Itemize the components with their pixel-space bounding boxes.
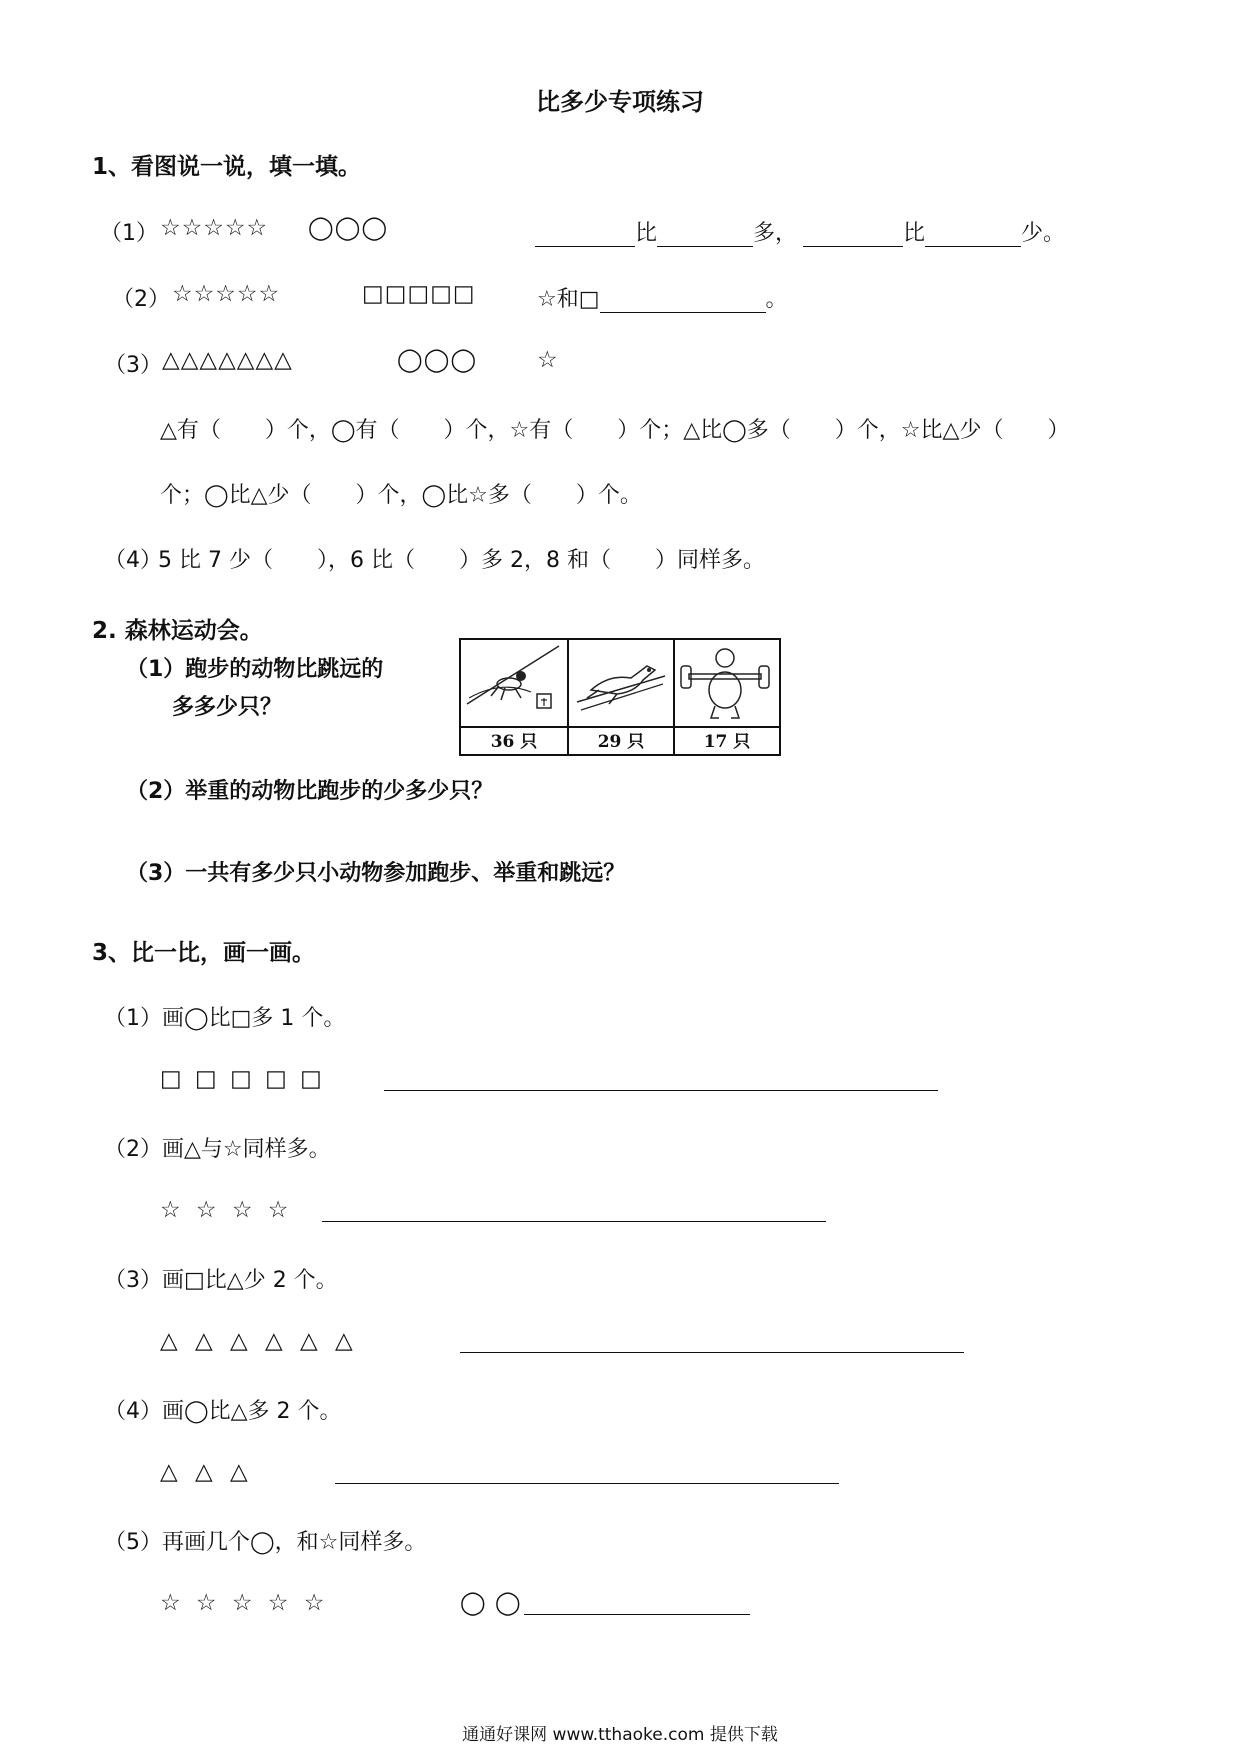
q3-2-draw-line[interactable] [322, 1221, 826, 1222]
q3-1-draw-line[interactable] [384, 1090, 938, 1091]
weightlifting-picture [675, 640, 779, 726]
q1-2-stars: ☆☆☆☆☆ [172, 281, 281, 307]
q1-3-label: （3） [104, 353, 162, 378]
q2-1-line1: （1）跑步的动物比跳远的 [126, 657, 384, 682]
word-bi: 比 [903, 221, 926, 246]
q3-3-draw-line[interactable] [460, 1352, 964, 1353]
q1-1-stars: ☆☆☆☆☆ [160, 215, 269, 241]
section-1-heading: 1、看图说一说，填一填。 [92, 154, 362, 180]
count-running: 29 只 [569, 726, 675, 756]
long-jump-picture [461, 640, 569, 726]
q1-1-blanks [535, 216, 1065, 247]
q1-3-circles: ◯◯◯ [397, 347, 478, 373]
q1-4-label: （4） [104, 548, 162, 573]
q1-3-line1: △有（ ）个，◯有（ ）个，☆有（ ）个；△比◯多（ ）个，☆比△少（ ） [160, 418, 1070, 443]
word-shao: 少。 [1021, 221, 1066, 246]
footer-text: 通通好课网 www.tthaoke.com 提供下载 [462, 1725, 778, 1745]
weightlifting-animal-icon [675, 640, 775, 724]
q3-5-text: （5）再画几个◯，和☆同样多。 [104, 1530, 427, 1555]
q3-1-text: （1）画◯比□多 1 个。 [104, 1006, 346, 1031]
q1-3-triangles: △△△△△△△ [162, 347, 293, 373]
answer-blank[interactable] [535, 224, 635, 247]
q1-1-circles: ◯◯◯ [308, 215, 389, 241]
q3-4-shapes: △ △ △ [160, 1459, 249, 1485]
q3-3-text: （3）画□比△少 2 个。 [104, 1268, 338, 1293]
jumping-animal-icon [461, 640, 565, 724]
q1-2-compare [537, 282, 788, 313]
section-3-heading: 3、比一比，画一画。 [92, 940, 316, 966]
sports-picture-table [459, 638, 781, 756]
page-title: 比多少专项练习 [536, 88, 704, 116]
word-he: ☆和□ [537, 287, 600, 312]
period: 。 [765, 287, 788, 312]
word-bi: 比 [635, 221, 658, 246]
q3-2-shapes: ☆ ☆ ☆ ☆ [160, 1197, 290, 1223]
answer-blank[interactable] [925, 224, 1021, 247]
count-long-jump: 36 只 [461, 726, 569, 756]
section-2-heading: 2. 森林运动会。 [92, 618, 263, 644]
q3-5-circles: ◯ ◯ [460, 1590, 522, 1616]
answer-blank[interactable] [657, 224, 753, 247]
answer-blank[interactable] [803, 224, 903, 247]
q3-4-draw-line[interactable] [335, 1483, 839, 1484]
q1-1-label: （1） [100, 221, 158, 246]
running-animal-icon [569, 640, 671, 724]
word-duo: 多， [753, 221, 798, 246]
q2-1-line2: 多多少只？ [172, 695, 283, 720]
q1-2-squares: □□□□□ [362, 281, 476, 307]
q3-4-text: （4）画◯比△多 2 个。 [104, 1399, 342, 1424]
q1-2-label: （2） [112, 287, 170, 312]
q2-2-text: （2）举重的动物比跑步的少多少只？ [126, 779, 494, 804]
q3-5-draw-line[interactable] [524, 1614, 750, 1615]
q3-3-shapes: △ △ △ △ △ △ [160, 1328, 354, 1354]
running-picture [569, 640, 675, 726]
q3-1-shapes: □ □ □ □ □ [160, 1066, 323, 1092]
q2-3-text: （3）一共有多少只小动物参加跑步、举重和跳远？ [126, 861, 626, 886]
q3-2-text: （2）画△与☆同样多。 [104, 1137, 331, 1162]
q3-5-shapes: ☆ ☆ ☆ ☆ ☆ [160, 1590, 326, 1616]
answer-blank[interactable] [600, 290, 766, 313]
q1-3-line2: 个；◯比△少（ ）个，◯比☆多（ ）个。 [160, 483, 642, 508]
q1-3-star: ☆ [537, 347, 559, 373]
q1-4-text: 5 比 7 少（ ），6 比（ ）多 2，8 和（ ）同样多。 [158, 548, 765, 573]
count-weightlifting: 17 只 [675, 726, 779, 756]
